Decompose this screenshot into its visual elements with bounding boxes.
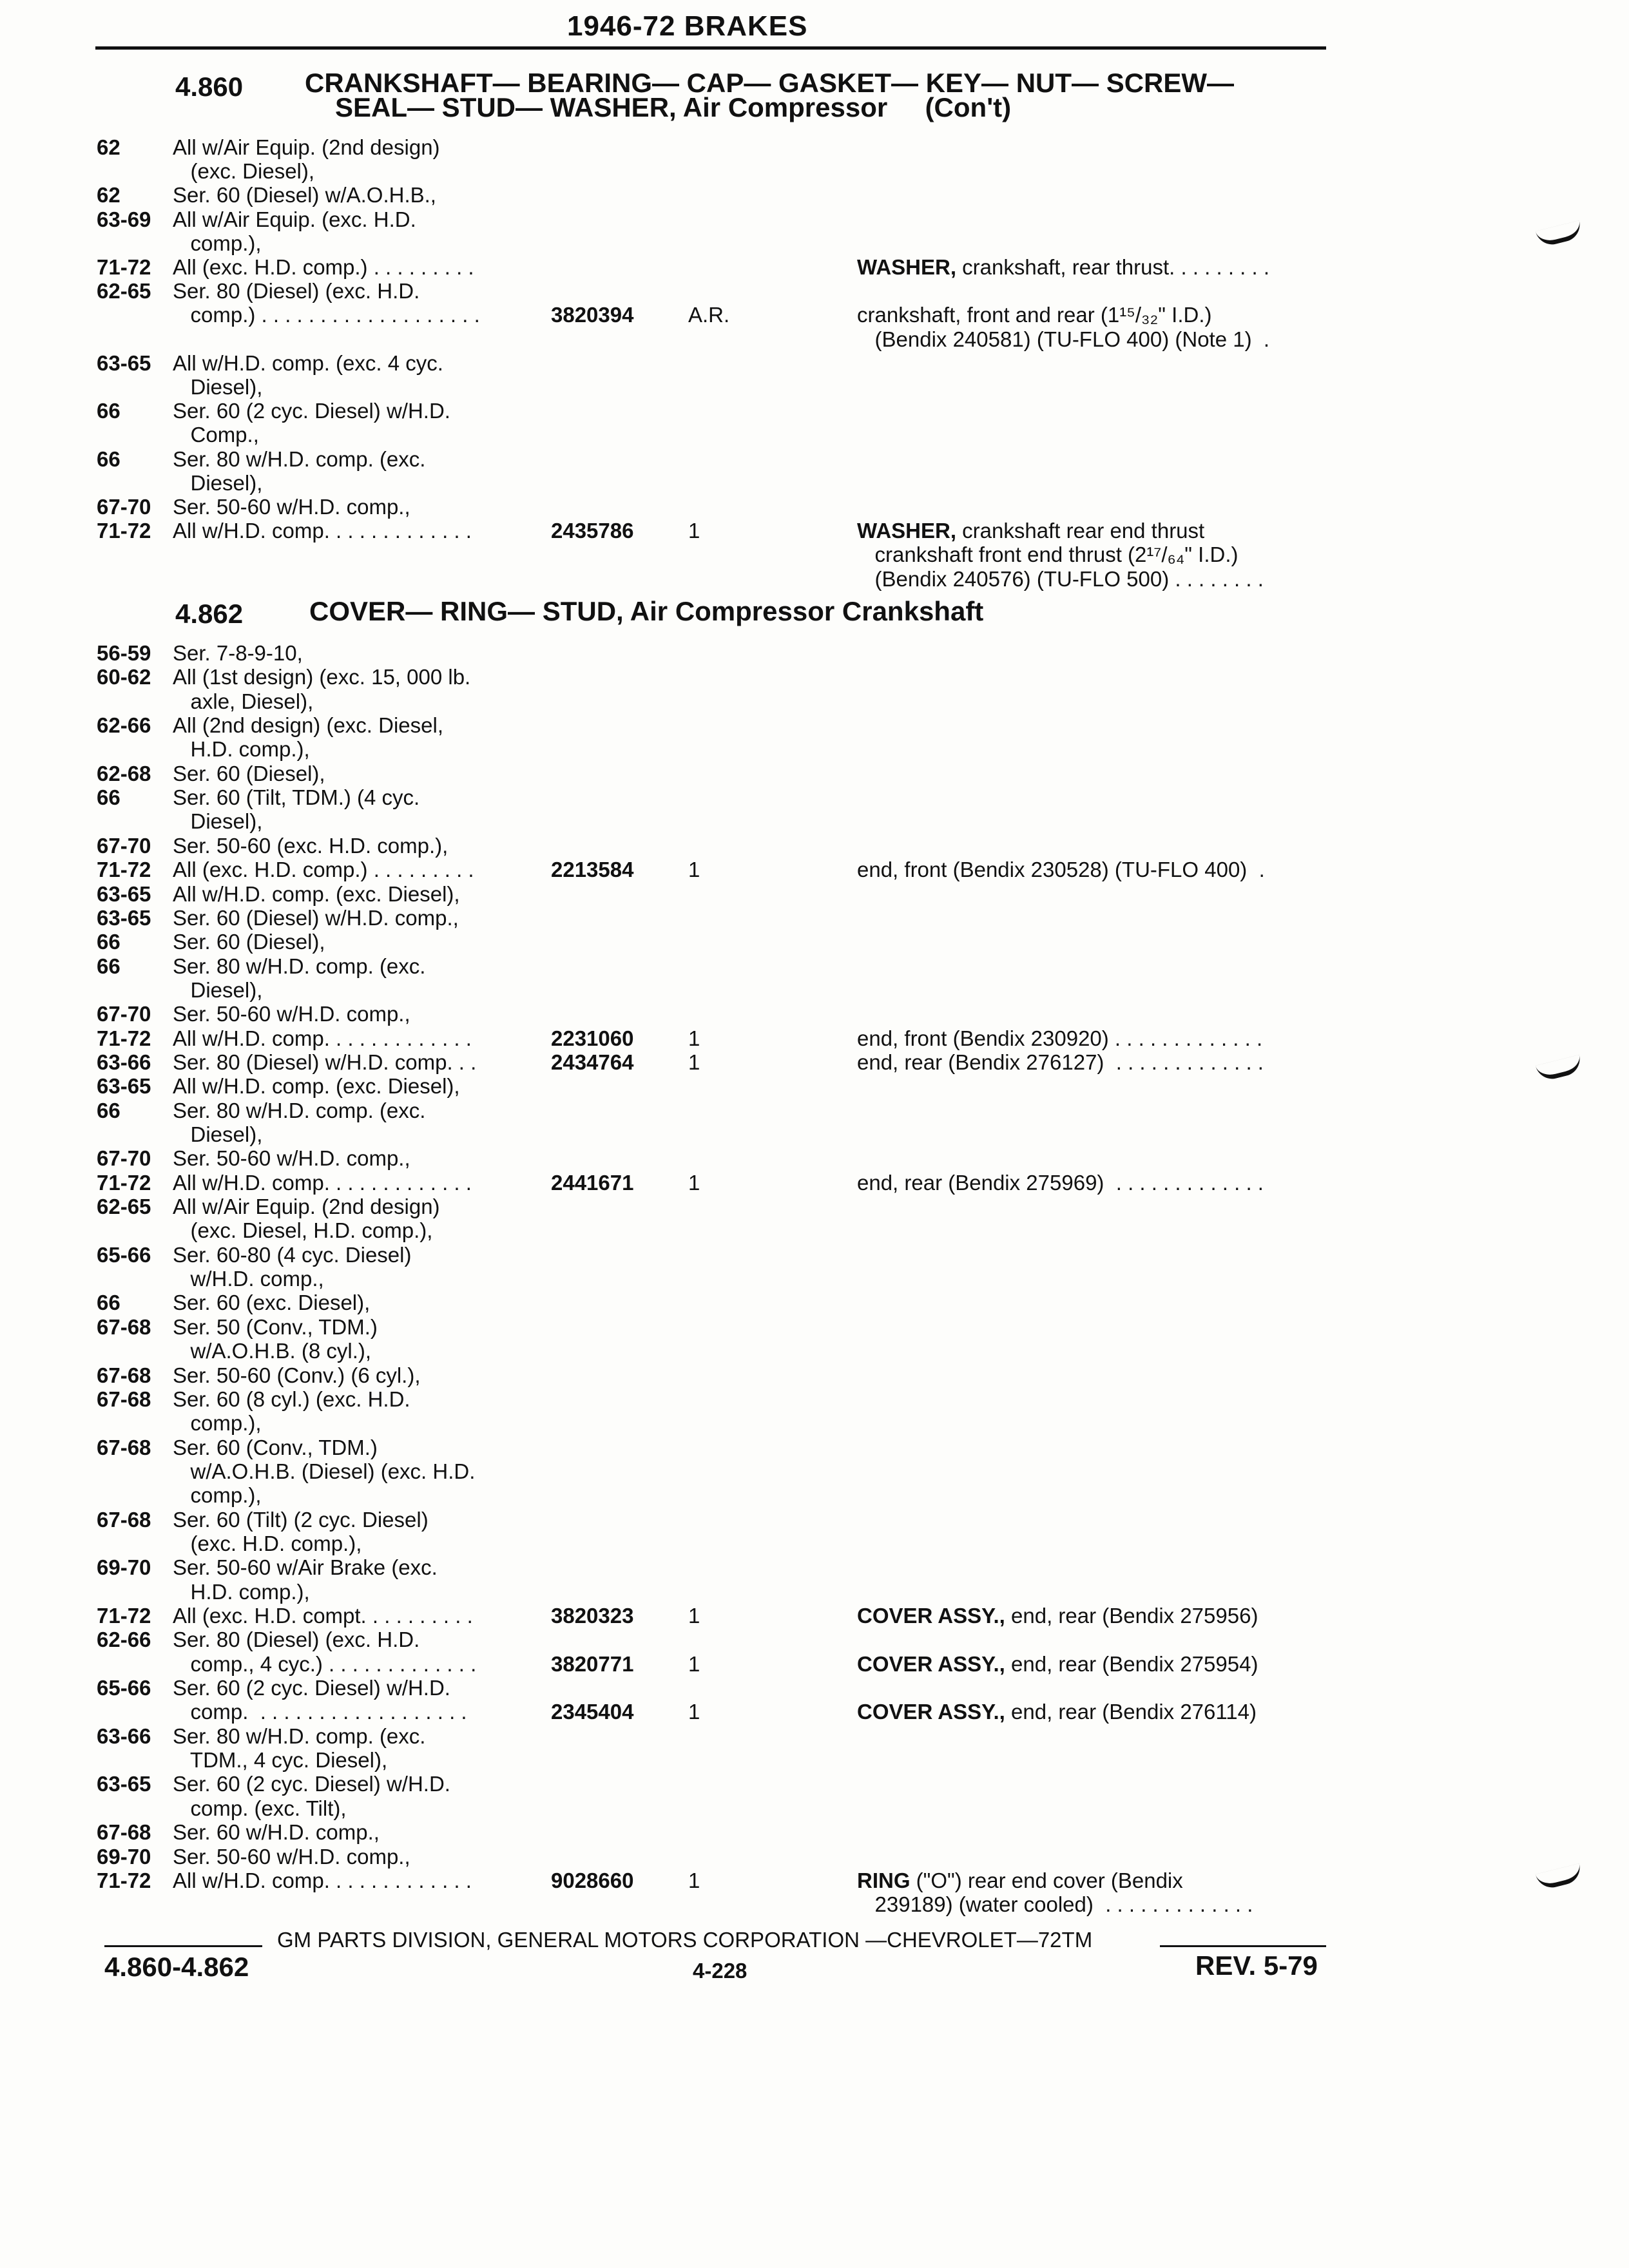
application: Ser. 60 (Diesel) w/H.D. comp., (173, 905, 459, 930)
quantity: 1 (688, 1651, 700, 1676)
application: Ser. 60 (Conv., TDM.) (173, 1435, 378, 1459)
part-number: 3820771 (551, 1651, 634, 1676)
model-years: 67-70 (97, 1002, 151, 1026)
part-number: 3820323 (551, 1604, 634, 1628)
description-text: (Bendix 240576) (TU-FLO 500) . . . . . . . . (857, 566, 1264, 591)
section-number: 4.860 (175, 72, 244, 102)
application: All (exc. H.D. compt. . . . . . . . . . (173, 1604, 473, 1628)
application: Ser. 60 (2 cyc. Diesel) w/H.D. (173, 1676, 450, 1700)
description (857, 1026, 1262, 1050)
description-text: crankshaft front end thrust (2¹⁷/₆₄" I.D.) (857, 543, 1239, 567)
part-number: 9028660 (551, 1868, 634, 1892)
model-years: 66 (97, 447, 120, 471)
application: (exc. Diesel), (173, 159, 315, 184)
application: (exc. H.D. comp.), (173, 1531, 362, 1555)
model-years: 71-72 (97, 1170, 151, 1195)
model-years: 62-66 (97, 1628, 151, 1652)
application: Ser. 60 w/H.D. comp., (173, 1820, 380, 1845)
model-years: 66 (97, 1291, 120, 1315)
description-text: crankshaft, rear thrust. . . . . . . . . (956, 255, 1270, 279)
part-number: 2345404 (551, 1700, 634, 1724)
description-keyword: COVER ASSY., (857, 1604, 1005, 1628)
model-years: 66 (97, 954, 120, 978)
application: axle, Diesel), (173, 689, 314, 713)
model-years: 67-70 (97, 833, 151, 858)
description-text: crankshaft, front and rear (1¹⁵/₃₂" I.D.) (857, 303, 1212, 327)
description (857, 1171, 1264, 1195)
part-number: 2231060 (551, 1026, 634, 1050)
quantity: 1 (688, 1170, 700, 1195)
description (857, 1892, 1253, 1916)
model-years: 71-72 (97, 858, 151, 882)
model-years: 62-65 (97, 1195, 151, 1219)
quantity: 1 (688, 1700, 700, 1724)
section-number: 4.862 (175, 599, 244, 629)
header-rule (95, 46, 1326, 50)
application: Ser. 60-80 (4 cyc. Diesel) (173, 1242, 412, 1267)
model-years: 71-72 (97, 519, 151, 543)
application: Ser. 60 (exc. Diesel), (173, 1291, 371, 1315)
description-text: end, front (Bendix 230528) (TU-FLO 400) . (857, 858, 1265, 882)
description-text: crankshaft rear end thrust (956, 519, 1205, 543)
model-years: 67-70 (97, 1146, 151, 1171)
model-years: 63-65 (97, 1772, 151, 1796)
application: All w/H.D. comp. (exc. Diesel), (173, 1074, 460, 1099)
model-years: 63-66 (97, 1050, 151, 1074)
application: Ser. 50-60 (exc. H.D. comp.), (173, 833, 448, 858)
application: Ser. 80 w/H.D. comp. (exc. (173, 1098, 426, 1122)
model-years: 71-72 (97, 1868, 151, 1892)
application: Ser. 60 (Diesel) w/A.O.H.B., (173, 183, 436, 207)
application: comp.), (173, 231, 262, 255)
section-title: COVER— RING— STUD, Air Compressor Crankshaft (309, 596, 984, 626)
description (857, 303, 1212, 327)
binder-hole-mark (1536, 1863, 1583, 1891)
application: Diesel), (173, 1122, 263, 1146)
part-number: 3820394 (551, 303, 634, 327)
application: Ser. 50-60 (Conv.) (6 cyl.), (173, 1363, 421, 1387)
description (857, 1604, 1258, 1628)
quantity: A.R. (688, 303, 730, 327)
application: Ser. 60 (Diesel), (173, 761, 325, 785)
model-years: 63-65 (97, 881, 151, 906)
section-title: CRANKSHAFT— BEARING— CAP— GASKET— KEY— NUT— SCREW— (305, 68, 1235, 98)
application: All (exc. H.D. comp.) . . . . . . . . . (173, 858, 474, 882)
part-number: 2435786 (551, 519, 634, 543)
application: Ser. 80 (Diesel) (exc. H.D. (173, 1628, 420, 1652)
page-title: 1946-72 BRAKES (567, 10, 808, 42)
application: w/H.D. comp., (173, 1267, 324, 1291)
application: All (2nd design) (exc. Diesel, (173, 713, 444, 738)
application: Ser. 50-60 w/H.D. comp., (173, 1002, 410, 1026)
description-text: end, rear (Bendix 276114) (1005, 1700, 1257, 1724)
part-number: 2441671 (551, 1170, 634, 1195)
application: Ser. 60 (Tilt) (2 cyc. Diesel) (173, 1507, 429, 1532)
description (857, 543, 1238, 566)
footer-page-number: 4-228 (693, 1959, 747, 1983)
description-keyword: RING (857, 1868, 911, 1892)
application: Ser. 50-60 w/H.D. comp., (173, 1146, 410, 1171)
section-title-continued: SEAL— STUD— WASHER, Air Compressor (Con't) (335, 92, 1012, 122)
model-years: 69-70 (97, 1555, 151, 1580)
binder-hole-mark (1536, 1055, 1583, 1082)
description-text: (Bendix 240581) (TU-FLO 400) (Note 1) . (857, 327, 1270, 351)
application: Ser. 80 (Diesel) w/H.D. comp. . . (173, 1050, 477, 1074)
model-years: 62-66 (97, 713, 151, 738)
application: Diesel), (173, 375, 263, 399)
model-years: 60-62 (97, 665, 151, 689)
model-years: 71-72 (97, 1026, 151, 1050)
application: Ser. 50-60 w/Air Brake (exc. (173, 1555, 438, 1580)
application: Ser. 60 (Diesel), (173, 930, 325, 954)
application: Ser. 60 (2 cyc. Diesel) w/H.D. (173, 1772, 450, 1796)
application: Ser. 60 (8 cyl.) (exc. H.D. (173, 1387, 410, 1411)
description-text: end, rear (Bendix 276127) . . . . . . . . . . . . . (857, 1050, 1264, 1074)
description (857, 519, 1204, 543)
description (857, 1869, 1183, 1892)
model-years: 67-68 (97, 1387, 151, 1411)
application: comp.), (173, 1483, 262, 1508)
application: Ser. 60 (2 cyc. Diesel) w/H.D. (173, 399, 450, 423)
part-number: 2434764 (551, 1050, 634, 1074)
model-years: 71-72 (97, 1604, 151, 1628)
model-years: 67-68 (97, 1363, 151, 1387)
description-keyword: WASHER, (857, 255, 957, 279)
model-years: 67-68 (97, 1507, 151, 1532)
quantity: 1 (688, 1604, 700, 1628)
model-years: 63-65 (97, 905, 151, 930)
application: All w/H.D. comp. (exc. Diesel), (173, 881, 460, 906)
application: All w/H.D. comp. . . . . . . . . . . . . (173, 519, 472, 543)
application: Comp., (173, 423, 259, 447)
application: All w/H.D. comp. . . . . . . . . . . . . (173, 1026, 472, 1050)
part-number: 2213584 (551, 858, 634, 882)
model-years: 67-68 (97, 1820, 151, 1845)
application: Ser. 80 w/H.D. comp. (exc. (173, 1724, 426, 1748)
model-years: 62-68 (97, 761, 151, 785)
model-years: 63-66 (97, 1724, 151, 1748)
description (857, 255, 1269, 279)
application: Ser. 50-60 w/H.D. comp., (173, 1844, 410, 1869)
application: TDM., 4 cyc. Diesel), (173, 1748, 388, 1773)
application: comp.) . . . . . . . . . . . . . . . . . . . (173, 303, 480, 327)
model-years: 62 (97, 135, 120, 159)
model-years: 56-59 (97, 641, 151, 665)
model-years: 62-65 (97, 279, 151, 303)
application: All w/Air Equip. (2nd design) (173, 135, 440, 159)
application: Ser. 80 w/H.D. comp. (exc. (173, 447, 426, 471)
description-text: ("O") rear end cover (Bendix (910, 1868, 1183, 1892)
application: Ser. 7-8-9-10, (173, 641, 303, 665)
model-years: 66 (97, 785, 120, 810)
application: Ser. 50-60 w/H.D. comp., (173, 495, 410, 519)
model-years: 66 (97, 930, 120, 954)
model-years: 65-66 (97, 1242, 151, 1267)
application: Ser. 80 (Diesel) (exc. H.D. (173, 279, 420, 303)
application: w/A.O.H.B. (8 cyl.), (173, 1339, 372, 1363)
quantity: 1 (688, 858, 700, 882)
quantity: 1 (688, 1026, 700, 1050)
description-text: end, rear (Bendix 275969) . . . . . . . . . . . . . (857, 1170, 1264, 1195)
application: All w/H.D. comp. . . . . . . . . . . . . (173, 1868, 472, 1892)
model-years: 67-70 (97, 495, 151, 519)
description-text: end, rear (Bendix 275954) (1005, 1651, 1258, 1676)
application: w/A.O.H.B. (Diesel) (exc. H.D. (173, 1459, 476, 1483)
model-years: 67-68 (97, 1435, 151, 1459)
description (857, 1652, 1258, 1676)
application: Diesel), (173, 470, 263, 495)
footer-title: GM PARTS DIVISION, GENERAL MOTORS CORPORATION —CHEVROLET—72TM (277, 1928, 1093, 1952)
model-years: 63-65 (97, 351, 151, 375)
application: Diesel), (173, 809, 263, 834)
model-years: 65-66 (97, 1676, 151, 1700)
footer-section-range: 4.860-4.862 (104, 1952, 249, 1982)
application: (exc. Diesel, H.D. comp.), (173, 1218, 433, 1243)
model-years: 71-72 (97, 255, 151, 279)
description (857, 327, 1269, 351)
application: All w/H.D. comp. (exc. 4 cyc. (173, 351, 443, 375)
footer-rule-left (104, 1945, 262, 1947)
application: All (exc. H.D. comp.) . . . . . . . . . (173, 255, 474, 279)
model-years: 69-70 (97, 1844, 151, 1869)
description-keyword: COVER ASSY., (857, 1700, 1005, 1724)
description (857, 858, 1265, 881)
application: All (1st design) (exc. 15, 000 lb. (173, 665, 471, 689)
application: comp.), (173, 1411, 262, 1436)
footer-rule-right (1160, 1945, 1326, 1947)
description-keyword: WASHER, (857, 519, 957, 543)
description (857, 1050, 1264, 1074)
application: comp., 4 cyc.) . . . . . . . . . . . . . (173, 1651, 477, 1676)
quantity: 1 (688, 519, 700, 543)
application: H.D. comp.), (173, 1579, 310, 1604)
application: All w/H.D. comp. . . . . . . . . . . . . (173, 1170, 472, 1195)
quantity: 1 (688, 1868, 700, 1892)
footer-revision: REV. 5-79 (1195, 1950, 1318, 1981)
application: Ser. 80 w/H.D. comp. (exc. (173, 954, 426, 978)
quantity: 1 (688, 1050, 700, 1074)
application: H.D. comp.), (173, 737, 310, 762)
model-years: 62 (97, 183, 120, 207)
application: comp. (exc. Tilt), (173, 1796, 347, 1820)
model-years: 63-69 (97, 207, 151, 231)
application: Ser. 50 (Conv., TDM.) (173, 1314, 378, 1339)
description (857, 567, 1264, 591)
application: Ser. 60 (Tilt, TDM.) (4 cyc. (173, 785, 420, 810)
binder-hole-mark (1536, 220, 1583, 248)
application: All w/Air Equip. (2nd design) (173, 1195, 440, 1219)
application: comp. . . . . . . . . . . . . . . . . . . (173, 1700, 467, 1724)
description-keyword: COVER ASSY., (857, 1651, 1005, 1676)
description-text: end, rear (Bendix 275956) (1005, 1604, 1258, 1628)
application: All w/Air Equip. (exc. H.D. (173, 207, 416, 231)
model-years: 66 (97, 399, 120, 423)
model-years: 67-68 (97, 1314, 151, 1339)
application: Diesel), (173, 977, 263, 1002)
description-text: end, front (Bendix 230920) . . . . . . . . . . . . . (857, 1026, 1263, 1050)
model-years: 66 (97, 1098, 120, 1122)
model-years: 63-65 (97, 1074, 151, 1099)
description-text: 239189) (water cooled) . . . . . . . . . . . . . (857, 1892, 1253, 1917)
description (857, 1700, 1257, 1724)
